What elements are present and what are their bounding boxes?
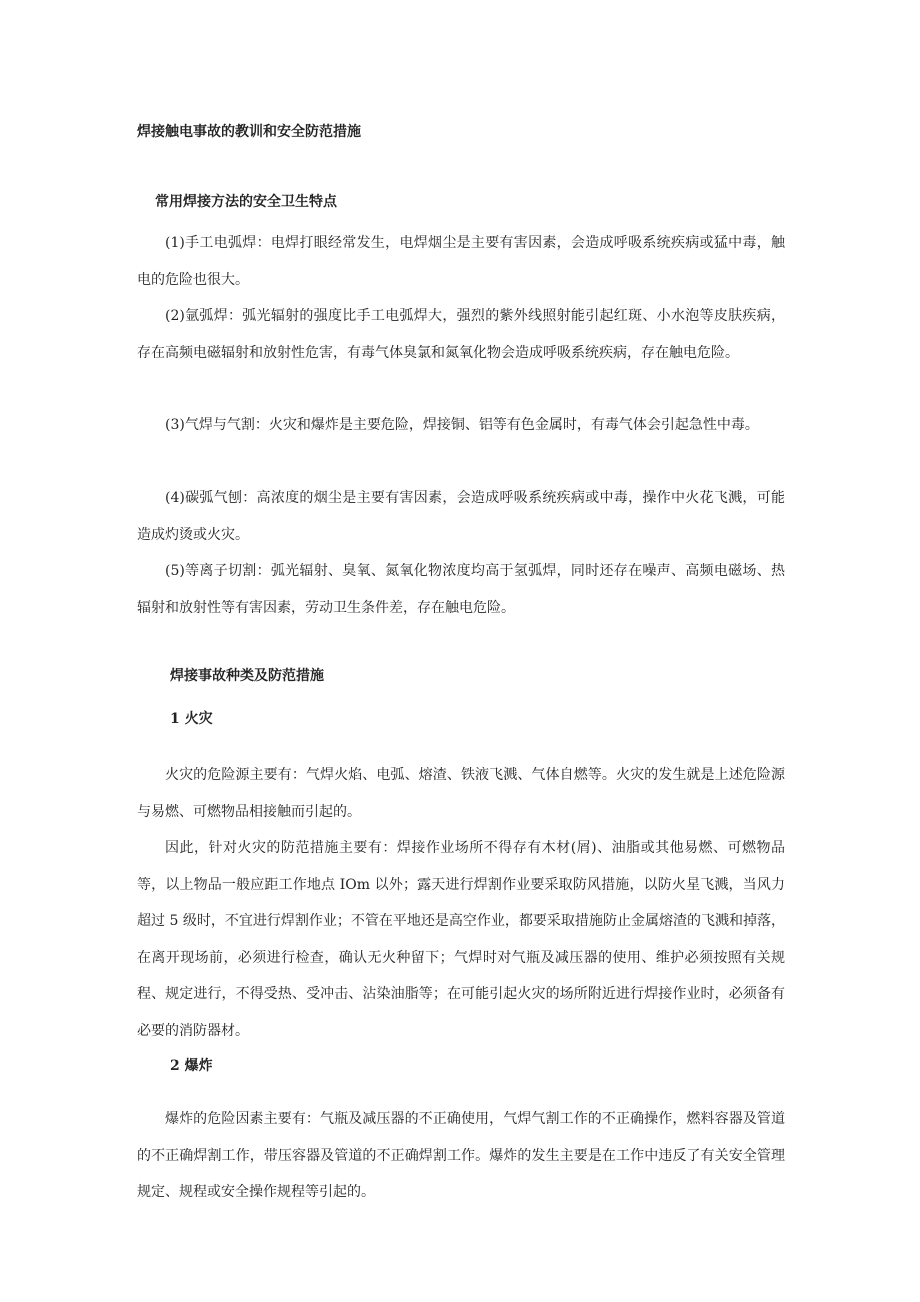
subsection-heading-explosion: 2 爆炸 — [170, 1058, 213, 1074]
document-title: 焊接触电事故的教训和安全防范措施 — [137, 124, 361, 140]
list-item: (2)氩弧焊：弧光辐射的强度比手工电弧焊大，强烈的紫外线照射能引起红斑、小水泡等皮肤疾病，存在高频电磁辐射和放射性危害，有毒气体臭氯和氮氧化物会造成呼吸系统疾病，存在触电危险。 — [137, 308, 785, 361]
paragraph: 火灾的危险源主要有：气焊火焰、电弧、熔渣、铁液飞溅、气体自燃等。火灾的发生就是上述危险源与易燃、可燃物品相接触而引起的。 — [137, 767, 785, 820]
list-item: (5)等离子切割：弧光辐射、臭氧、氮氧化物浓度均高于氢弧焊，同时还存在噪声、高频电磁场、热辐射和放射性等有害因素，劳动卫生条件差，存在触电危险。 — [137, 563, 785, 616]
section-heading-accident-types: 焊接事故种类及防范措施 — [170, 668, 324, 684]
list-item: (1)手工电弧焊：电焊打眼经常发生，电焊烟尘是主要有害因素，会造成呼吸系统疾病或猛中毒，触电的危险也很大。 — [137, 235, 785, 288]
paragraph: 因此，针对火灾的防范措施主要有：焊接作业场所不得存有木材(屑)、油脂或其他易燃、可燃物品等，以上物品一般应距工作地点 IOm 以外；露天进行焊割作业要采取防风措施，以防火星飞溅，当风力超过 5 级时，不宜进行焊割作业；不管在平地还是高空作业，都要采取措施防止金属熔渣的飞溅和掉落，在离开现场前，必须进行检查，确认无火种留下；气焊时对气瓶及减压器的使用、维护必须按照有关规程、规定进行，不得受热、受冲击、沾染油脂等；在可能引起火灾的场所附近进行焊接作业时，必须备有必要的消防器材。 — [137, 840, 785, 1039]
list-item: (4)碳弧气刨：高浓度的烟尘是主要有害因素，会造成呼吸系统疾病或中毒，操作中火花飞溅，可能造成灼烫或火灾。 — [137, 490, 785, 543]
paragraph: 爆炸的危险因素主要有：气瓶及减压器的不正确使用，气焊气割工作的不正确操作，燃料容器及管道的不正确焊割工作，带压容器及管道的不正确焊割工作。爆炸的发生主要是在工作中违反了有关安全管理规定、规程或安全操作规程等引起的。 — [137, 1111, 785, 1200]
subsection-heading-fire: 1 火灾 — [170, 711, 213, 727]
list-item: (3)气焊与气割：火灾和爆炸是主要危险，焊接铜、铝等有色金属时，有毒气体会引起急性中毒。 — [165, 417, 759, 433]
section-heading-safety-features: 常用焊接方法的安全卫生特点 — [155, 194, 337, 210]
